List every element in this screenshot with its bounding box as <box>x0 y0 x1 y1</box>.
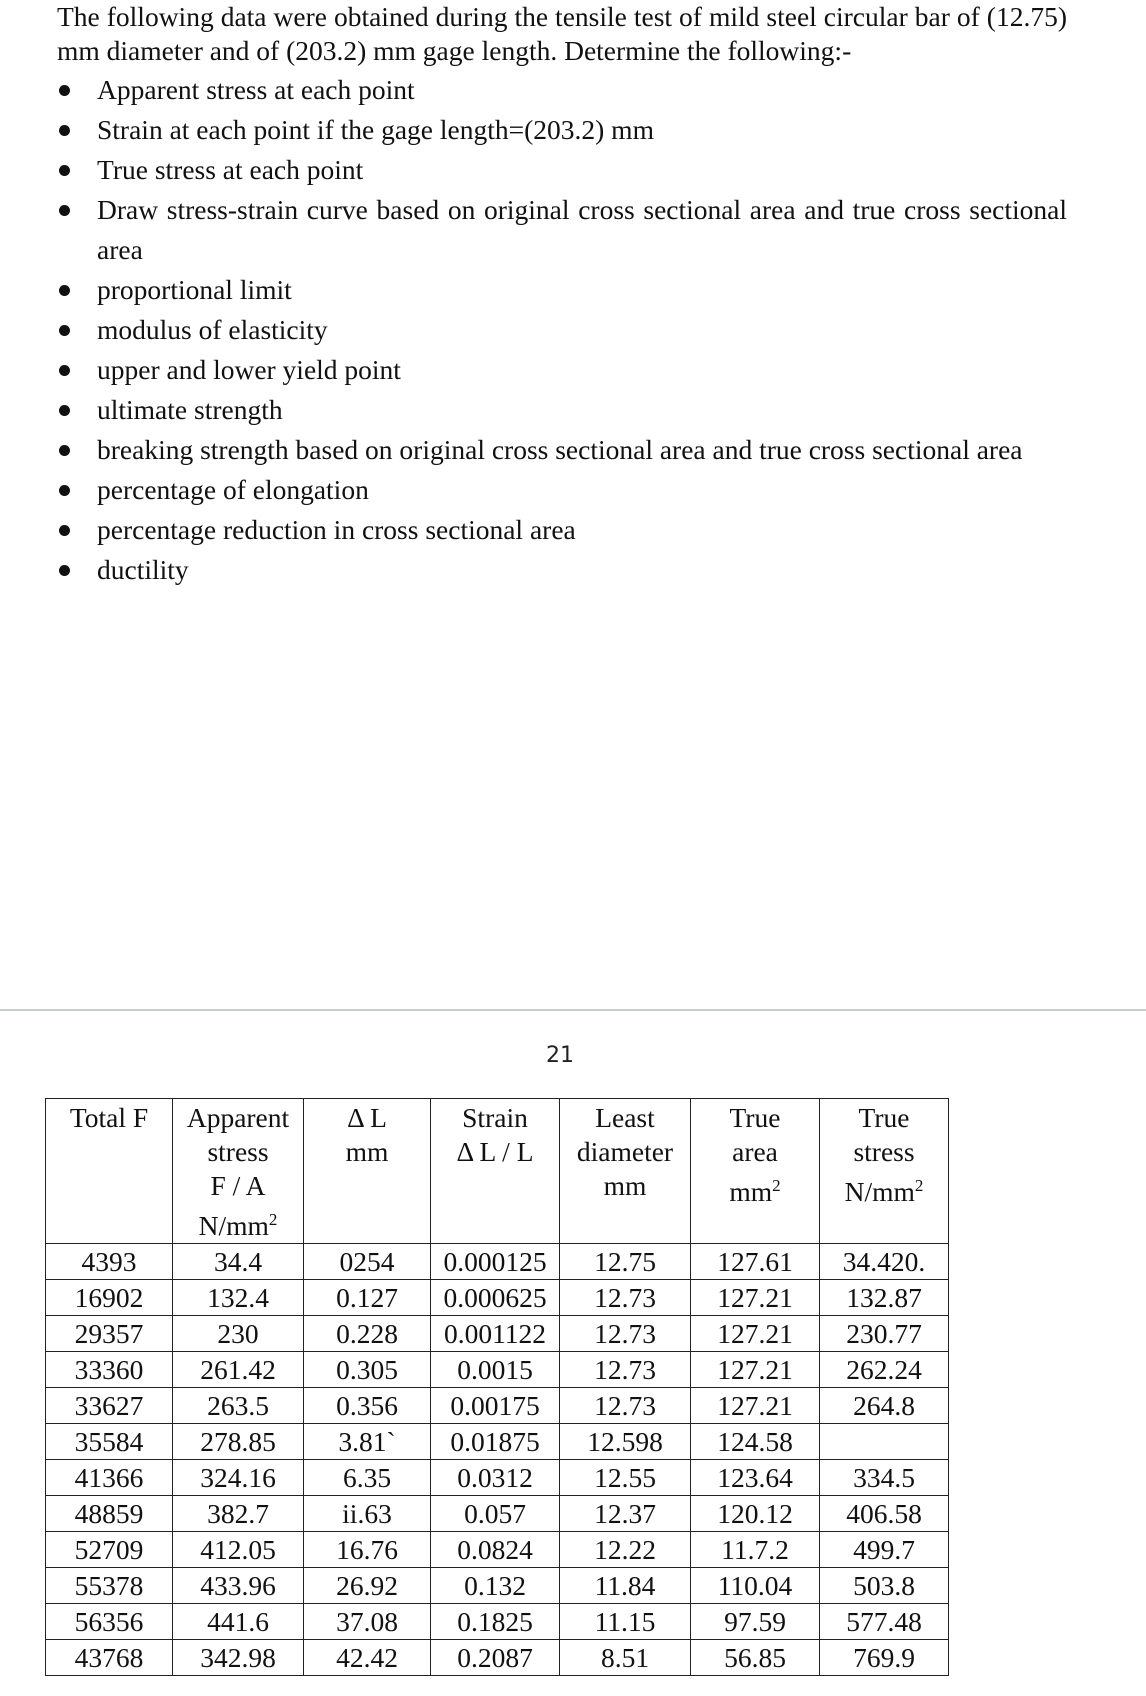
table-cell: 0.000625 <box>431 1280 560 1316</box>
task-item <box>57 70 1067 110</box>
task-text: ultimate strength <box>97 394 283 425</box>
table-cell: 334.5 <box>820 1460 949 1496</box>
bullet-icon <box>59 205 70 216</box>
table-cell: 0254 <box>304 1244 431 1280</box>
page-number: 21 <box>546 1043 574 1068</box>
table-cell: 12.22 <box>560 1532 691 1568</box>
task-text: ductility <box>97 554 189 585</box>
table-cell: 12.73 <box>560 1352 691 1388</box>
table-cell: 3.81` <box>304 1424 431 1460</box>
table-cell: 34.420. <box>820 1244 949 1280</box>
task-text: percentage of elongation <box>97 474 369 505</box>
task-text: percentage reduction in cross sectional area <box>97 514 576 545</box>
table-row <box>46 1460 949 1496</box>
table-cell: 12.73 <box>560 1388 691 1424</box>
table-cell: 132.4 <box>173 1280 304 1316</box>
table-cell: 769.9 <box>820 1640 949 1676</box>
table-cell: 0.00175 <box>431 1388 560 1424</box>
table-cell: 127.21 <box>691 1280 820 1316</box>
task-item <box>57 550 1067 590</box>
task-item <box>57 470 1067 510</box>
table-cell: 0.0015 <box>431 1352 560 1388</box>
table-cell: 0.0824 <box>431 1532 560 1568</box>
table-cell: 55378 <box>46 1568 173 1604</box>
table-cell: 342.98 <box>173 1640 304 1676</box>
bullet-icon <box>59 445 70 456</box>
bullet-icon <box>59 125 70 136</box>
table-cell: 12.73 <box>560 1280 691 1316</box>
table-cell: 0.0312 <box>431 1460 560 1496</box>
bullet-icon <box>59 405 70 416</box>
table-cell: 12.55 <box>560 1460 691 1496</box>
header-true-stress: True stress $N/mm^2$ <box>820 1099 949 1244</box>
table-cell: 34.4 <box>173 1244 304 1280</box>
table-cell: 97.59 <box>691 1604 820 1640</box>
table-cell: 12.598 <box>560 1424 691 1460</box>
table-cell: 33360 <box>46 1352 173 1388</box>
task-text: proportional limit <box>97 274 292 305</box>
table-cell: 382.7 <box>173 1496 304 1532</box>
table-cell: 11.15 <box>560 1604 691 1640</box>
task-item <box>57 190 1067 270</box>
task-text: Apparent stress at each point <box>97 74 415 105</box>
bullet-icon <box>59 285 70 296</box>
table-cell: 324.16 <box>173 1460 304 1496</box>
table-cell: 0.000125 <box>431 1244 560 1280</box>
table-cell: 127.21 <box>691 1388 820 1424</box>
table-cell: 441.6 <box>173 1604 304 1640</box>
bullet-icon <box>59 165 70 176</box>
table-cell: 52709 <box>46 1532 173 1568</box>
task-text: Strain at each point if the gage length=(203.2) mm <box>97 114 654 145</box>
table-cell: 56.85 <box>691 1640 820 1676</box>
table-cell: 120.12 <box>691 1496 820 1532</box>
table-cell: 12.37 <box>560 1496 691 1532</box>
table-cell: 11.7.2 <box>691 1532 820 1568</box>
table-cell: 0.132 <box>431 1568 560 1604</box>
table-row <box>46 1496 949 1532</box>
table-cell: 0.1825 <box>431 1604 560 1640</box>
table-cell: 412.05 <box>173 1532 304 1568</box>
task-item <box>57 510 1067 550</box>
table-cell: 16.76 <box>304 1532 431 1568</box>
table-cell: 123.64 <box>691 1460 820 1496</box>
table-cell: 499.7 <box>820 1532 949 1568</box>
table-body <box>46 1244 949 1676</box>
task-text: modulus of elasticity <box>97 314 328 345</box>
table-cell: 263.5 <box>173 1388 304 1424</box>
table-cell: 35584 <box>46 1424 173 1460</box>
table-cell: 0.057 <box>431 1496 560 1532</box>
table-cell: 6.35 <box>304 1460 431 1496</box>
table-row <box>46 1388 949 1424</box>
table-cell: 0.305 <box>304 1352 431 1388</box>
table-cell: 127.61 <box>691 1244 820 1280</box>
table-cell: 33627 <box>46 1388 173 1424</box>
table-cell: ii.63 <box>304 1496 431 1532</box>
header-least-diameter: Least diameter mm <box>560 1099 691 1244</box>
task-text: breaking strength based on original cross sectional area and true cross sectional area <box>97 434 1023 465</box>
table-cell: 577.48 <box>820 1604 949 1640</box>
task-item <box>57 310 1067 350</box>
table-cell: 12.75 <box>560 1244 691 1280</box>
header-total-force: Total F <box>46 1099 173 1244</box>
table-cell: 26.92 <box>304 1568 431 1604</box>
bullet-icon <box>59 525 70 536</box>
table-cell: 110.04 <box>691 1568 820 1604</box>
table-cell: 0.356 <box>304 1388 431 1424</box>
task-text: True stress at each point <box>97 154 364 185</box>
table-row <box>46 1568 949 1604</box>
problem-statement <box>57 0 1067 68</box>
tensile-test-table <box>45 1098 949 1676</box>
task-item <box>57 270 1067 310</box>
table-cell: 433.96 <box>173 1568 304 1604</box>
bullet-icon <box>59 85 70 96</box>
table-cell: 261.42 <box>173 1352 304 1388</box>
table-cell: 16902 <box>46 1280 173 1316</box>
table-cell: 0.127 <box>304 1280 431 1316</box>
task-item <box>57 110 1067 150</box>
bullet-icon <box>59 485 70 496</box>
table-cell: 262.24 <box>820 1352 949 1388</box>
table-cell <box>820 1424 949 1460</box>
table-row <box>46 1280 949 1316</box>
table-cell: 11.84 <box>560 1568 691 1604</box>
table-cell: 127.21 <box>691 1352 820 1388</box>
table-row <box>46 1424 949 1460</box>
table-cell: 48859 <box>46 1496 173 1532</box>
table-cell: 0.228 <box>304 1316 431 1352</box>
table-cell: 4393 <box>46 1244 173 1280</box>
table-row <box>46 1604 949 1640</box>
task-item <box>57 350 1067 390</box>
table-cell: 0.01875 <box>431 1424 560 1460</box>
table-row <box>46 1244 949 1280</box>
header-true-area: True area $mm^2$ <box>691 1099 820 1244</box>
table-cell: 230 <box>173 1316 304 1352</box>
table-cell: 503.8 <box>820 1568 949 1604</box>
table-header-row <box>46 1099 949 1244</box>
table-cell: 230.77 <box>820 1316 949 1352</box>
table-cell: 12.73 <box>560 1316 691 1352</box>
table-row <box>46 1352 949 1388</box>
table-cell: 124.58 <box>691 1424 820 1460</box>
table-cell: 56356 <box>46 1604 173 1640</box>
table-cell: 29357 <box>46 1316 173 1352</box>
table-cell: 264.8 <box>820 1388 949 1424</box>
task-list <box>57 70 1067 590</box>
task-item <box>57 150 1067 190</box>
bullet-icon <box>59 565 70 576</box>
table-cell: 41366 <box>46 1460 173 1496</box>
table-row <box>46 1640 949 1676</box>
table-cell: 406.58 <box>820 1496 949 1532</box>
table-row <box>46 1532 949 1568</box>
table-cell: 43768 <box>46 1640 173 1676</box>
table-cell: 37.08 <box>304 1604 431 1640</box>
header-delta-l: Δ L mm <box>304 1099 431 1244</box>
table-cell: 127.21 <box>691 1316 820 1352</box>
header-apparent-stress: Apparent stress F / A $N/mm^2$ <box>173 1099 304 1244</box>
table-row <box>46 1316 949 1352</box>
task-text: Draw stress-strain curve based on original cross sectional area and true cross sectional area <box>97 194 1067 265</box>
header-strain: Strain Δ L / L <box>431 1099 560 1244</box>
table-cell: 0.2087 <box>431 1640 560 1676</box>
table-cell: 8.51 <box>560 1640 691 1676</box>
table-cell: 278.85 <box>173 1424 304 1460</box>
page-break-divider <box>0 1009 1146 1011</box>
table-cell: 132.87 <box>820 1280 949 1316</box>
problem-intro-text: The following data were obtained during the tensile test of mild steel circular bar of (12.75) mm diameter and of (203.2) mm gage length. Determine the following:- <box>57 1 1067 66</box>
table-cell: 0.001122 <box>431 1316 560 1352</box>
task-item <box>57 430 1067 470</box>
task-text: upper and lower yield point <box>97 354 401 385</box>
task-item <box>57 390 1067 430</box>
bullet-icon <box>59 325 70 336</box>
bullet-icon <box>59 365 70 376</box>
table-cell: 42.42 <box>304 1640 431 1676</box>
